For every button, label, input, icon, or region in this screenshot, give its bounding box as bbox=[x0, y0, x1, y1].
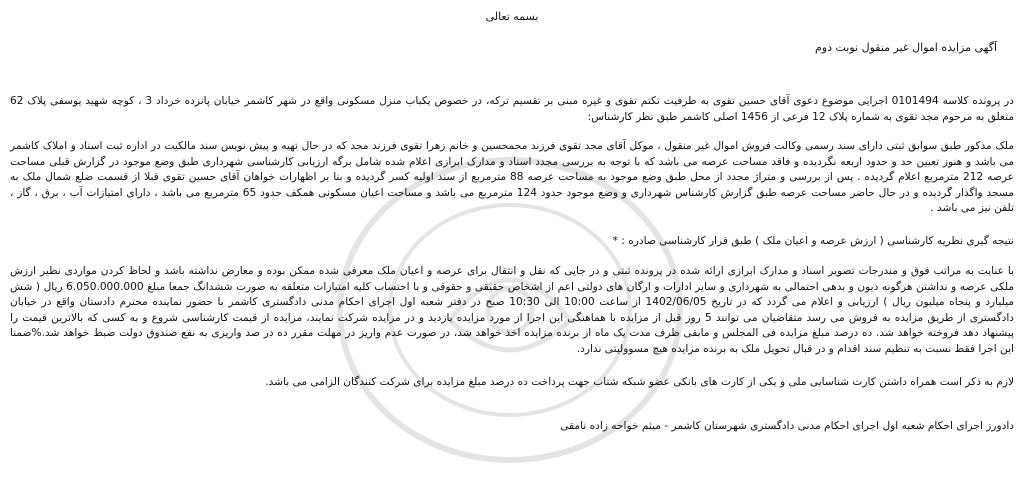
basmala-heading: بسمه تعالی bbox=[485, 10, 539, 23]
expert-conclusion-heading: نتیجه گیری نظریه کارشناسی ( ارزش عرصه و اعیان ملک ) طبق قرار کارشناسی صادره : * bbox=[612, 235, 1014, 247]
notice-title: آگهی مزایده اموال غیر منقول نوبت دوم bbox=[814, 41, 997, 54]
signature-line: دادورز اجرای احکام شعبه اول اجرای احکام مدنی دادگستری شهرستان کاشمر - میثم خواجه زاده نامقی bbox=[560, 420, 1014, 432]
property-details-paragraph: ملک مذکور طبق سوابق ثبتی دارای سند رسمی وکالت فروش اموال غیر منقول ، موکل آقای مجد تقوی فرزند محمحسین و خانم زهرا تقوی فرزند مجد که در حال تهیه و پیش نویس سند مالکیت در اداره ثبت اسناد و املاک کاشمر می باشد و هنوز تعیین حد و حدود اربعه نگردیده و فاقد مساحت عرصه می باشد که با توجه به بررسی مجدد اسناد و مدارک ابرازی اعلام شده شامل برگه ارزیابی کارشناسی شهرداری طبق وضع موجود در گزارش قبلی مساحت عرصه 212 مترمربع اعلام گردیده . پس از بررسی و متراژ مجدد از محل طبق وضع موجود به مساحت عرصه 88 مترمربع از سند اولیه کسر گردیده و بنا بر اظهارات خواهان آقای حسین تقوی قبلا از قسمت ضلع شمال ملک به مسجد واگذار گردیده و در حال حاضر مساحت عرصه طبق گزارش کارشناس شهرداری و وضع موجود حدود 124 مترمربع می باشد و مساحت اعیان مسکونی همکف حدود 65 مترمربع می باشد ، دارای امتیازات آب ، برق ، گاز ، تلفن نیز می باشد . bbox=[10, 140, 1015, 214]
participation-requirements-paragraph: لازم به ذکر است همراه داشتن کارت شناسایی ملی و یکی از کارت های بانکی عضو شبکه شتاب جهت پرداخت ده درصد مبلغ مزایده برای شرکت کنندگان الزامی می باشد. bbox=[265, 376, 1014, 388]
case-description-paragraph: در پرونده کلاسه 0101494 اجرایی موضوع دعوی آقای حسین تقوی به طرفیت تکتم تقوی و غیره مبنی بر تقسیم ترکه، در خصوص یکباب منزل مسکونی واقع در شهر کاشمر خیابان پانزده خرداد 3 ، کوچه شهید یوسفی پلاک 62 متعلق به مرحوم مجد تقوی به شماره پلاک 12 فرعی از 1456 اصلی کاشمر طبق نظر کارشناس: bbox=[10, 95, 1014, 123]
valuation-and-auction-paragraph: با عنایت به مراتب فوق و مندرجات تصویر اسناد و مدارک ابرازی ارائه شده در پرونده ثبتی و در جایی که نقل و انتقال برای عرصه و اعیان ملک معرفی شده ممکن بوده و معارض نداشته باشد و لحاظ کردن مواردی نظیر ارزش ملکی عرصه و نداشتن هرگونه دیون و بدهی احتمالی به شهرداری و سایر ادارات و ارگان های دولتی اعم از اشخاص حقیقی و حقوقی و با احتساب کلیه امتیازات متعلقه به صورت ششدانگ جمعا مبلغ 6.050.000.000 ریال ( شش میلیارد و پنجاه میلیون ریال ) ارزیابی و اعلام می گردد که در تاریخ 1402/06/05 از ساعت 10:00 الی 10:30 صبح در دفتر شعبه اول اجرای احکام مدنی دادگستری کاشمر با حضور نماینده محترم دادستان واقع در خیابان دادگستری از طریق مزایده به فروش می رسد متقاضیان می توانند 5 روز قبل از مزایده با هماهنگی این اجرا از مورد مزایده بازدید و در مزایده شرکت نمایند، مزایده از قیمت کارشناسی شروع و به کسی که بالاترین قیمت را پیشنهاد دهد فروخته خواهد شد. ده درصد مبلغ مزایده فی المجلس و مابقی ظرف مدت یک ماه از برنده مزایده اخذ خواهد شد، در صورت عدم واریز در مهلت مقرر ده در صد واریزی به نفع صندوق دولت ضبط خواهد شد.%ضمنا این اجرا فقط نسبت به تنظیم سند اقدام و در قبال تحویل ملک به برنده مزایده هیچ مسوولیتی ندارد. bbox=[10, 265, 1014, 355]
